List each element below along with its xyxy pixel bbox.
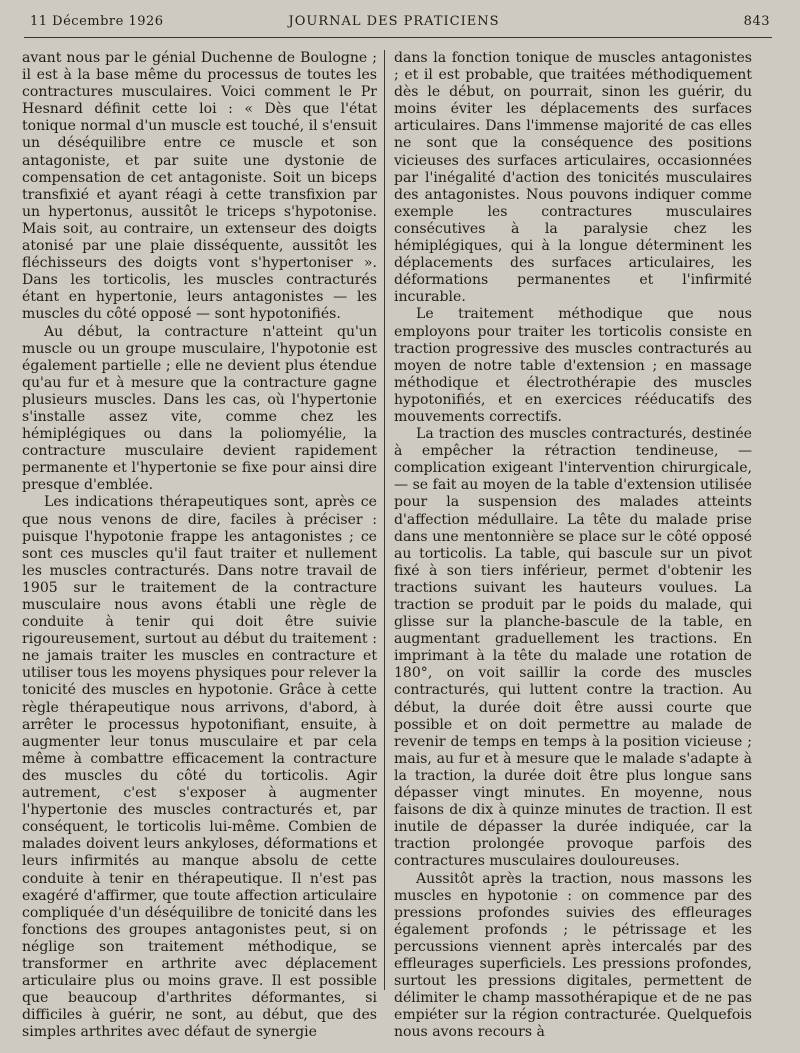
right-paragraph-2: Le traitement méthodique que nous employons pour traiter les torticolis consiste en traction progressive des muscles contracturés au moyen de notre table d'extension ; en massage méthodique et électrothérapie des muscles hypotonifiés, et en exercices rééducatifs des mouvements correctifs.	[394, 306, 752, 425]
page-number: 843	[743, 14, 770, 29]
right-paragraph-3: La traction des muscles contracturés, destinée à empêcher la rétraction tendineuse, — complication exigeant l'intervention chirurgicale, — se fait au moyen de la table d'extension utilisée pour la suspension des malades atteints d'affection médullaire. La tête du malade prise dans une mentonnière se place sur le côté opposé au torticolis. La table, qui bascule sur un pivot fixé à son tiers inférieur, permet d'obtenir les tractions suivant les hauteurs voulues. La traction se produit par le poids du malade, qui glisse sur la planche-bascule de la table, en augmentant graduellement les tractions. En imprimant à la tête du malade une rotation de 180°, on voit saillir la corde des muscles contracturés, qui luttent contre la traction. Au début, la durée doit être aussi courte que possible et on doit permettre au malade de revenir de temps en temps à la position vicieuse ; mais, au fur et à mesure que le malade s'adapte à la traction, la durée doit être plus longue sans dépasser vingt minutes. En moyenne, nous faisons de dix à quinze minutes de traction. Il est inutile de dépasser la durée indiquée, car la traction prolongée provoque parfois des contractures musculaires douloureuses.	[394, 426, 752, 870]
left-paragraph-2: Au début, la contracture n'atteint qu'un muscle ou un groupe musculaire, l'hypotonie est également partielle ; elle ne devient plus étendue qu'au fur et à mesure que la contracture gagne plusieurs muscles. Dans les cas, où l'hypertonie s'installe assez vite, comme chez les hémiplégiques ou dans la poliomyélie, la contracture musculaire devient rapidement permanente et l'hypertonie se fixe pour ainsi dire presque d'emblée.	[22, 323, 377, 494]
page-header	[18, 14, 770, 38]
left-paragraph-1: avant nous par le génial Duchenne de Boulogne ; il est à la base même du processus de toutes les contractures musculaires. Voici comment le Pr Hesnard définit cette loi : « Dès que l'état tonique normal d'un muscle est touché, il s'ensuit un déséquilibre entre ce muscle et son antagoniste, et par suite une dystonie de compensation de cet antagoniste. Soit un biceps transfixié et ayant réagi à cette transfixion par un hypertonus, aussitôt le triceps s'hypotonise. Mais soit, au contraire, un extenseur des doigts atonisé par une plaie disséquente, aussitôt les fléchisseurs des doigts vont s'hypertoniser ». Dans les torticolis, les muscles contracturés étant en hypertonie, leurs antagonistes — les muscles du côté opposé — sont hypotonifiés.	[22, 50, 377, 323]
journal-title: JOURNAL DES PRATICIENS	[288, 14, 500, 29]
header-rule	[24, 37, 772, 38]
right-paragraph-4: Aussitôt après la traction, nous massons les muscles en hypotonie : on commence par des pressions profondes suivies des effleurages également profonds ; le pétrissage et les percussions viennent après intercalés par des effleurages superficiels. Les pressions profondes, surtout les pressions digitales, permettent de délimiter le champ massothérapique et de ne pas empiéter sur la région contracturée. Quelquefois nous avons recours à	[394, 870, 752, 1041]
column-divider	[384, 50, 385, 990]
right-column	[394, 50, 752, 1045]
right-paragraph-1: dans la fonction tonique de muscles antagonistes ; et il est probable, que traitées méthodiquement dès le début, on pourrait, sinon les guérir, du moins éviter les déplacements des surfaces articulaires. Dans l'immense majorité de cas elles ne sont que la conséquence des positions vicieuses des surfaces articulaires, occasionnées par l'inégalité d'action des tonicités musculaires des antagonistes. Nous pouvons indiquer comme exemple les contractures musculaires consécutives à la paralysie chez les hémiplégiques, qui à la longue déterminent les déplacements des surfaces articulaires, les déformations permanentes et l'infirmité incurable.	[394, 50, 752, 306]
issue-date: 11 Décembre 1926	[30, 14, 164, 29]
left-paragraph-3: Les indications thérapeutiques sont, après ce que nous venons de dire, faciles à préciser : puisque l'hypotonie frappe les antagonistes ; ce sont ces muscles qu'il faut traiter et nullement les muscles contracturés. Dans notre travail de 1905 sur le traitement de la contracture musculaire nous avons établi une règle de conduite à tenir qui doit être suivie rigoureusement, surtout au début du traitement : ne jamais traiter les muscles en contracture et utiliser tous les moyens physiques pour relever la tonicité des muscles en hypotonie. Grâce à cette règle thérapeutique nous arrivons, d'abord, à arrêter le processus hypotonifiant, ensuite, à augmenter leur tonus musculaire et par cela même à combattre efficacement la contracture des muscles du côté du torticolis. Agir autrement, c'est s'exposer à augmenter l'hypertonie des muscles contracturés et, par conséquent, le torticolis lui-même. Combien de malades doivent leurs ankyloses, déformations et leurs infirmités au manque absolu de cette conduite à tenir en thérapeutique. Il n'est pas exagéré d'affirmer, que toute affection articulaire compliquée d'un déséquilibre de tonicité dans les fonctions des groupes antagonistes peut, si on néglige son traitement méthodique, se transformer en arthrite avec déplacement articulaire plus ou moins grave. Il est possible que beaucoup d'arthrites déformantes, si difficiles à guérir, ne sont, au début, que des simples arthrites avec défaut de synergie	[22, 494, 377, 1041]
left-column	[22, 50, 377, 1045]
